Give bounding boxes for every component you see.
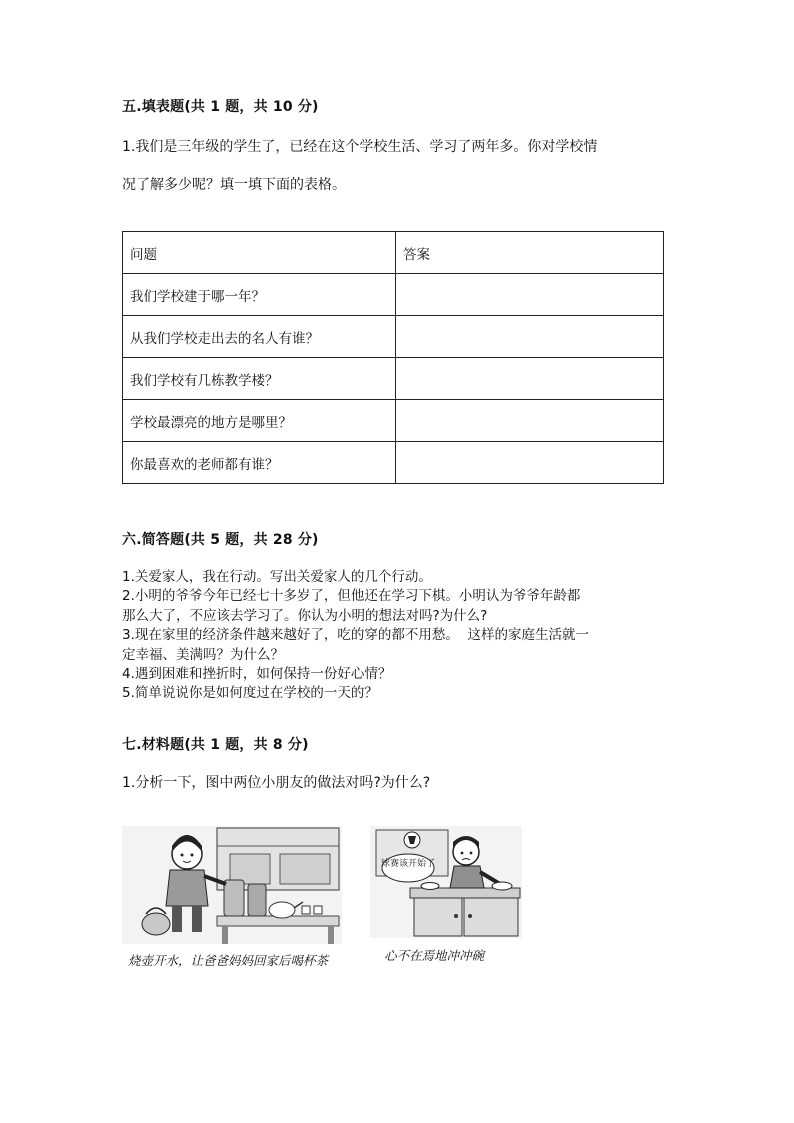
table-row-question: 我们学校建于哪一年？ xyxy=(123,274,396,316)
list-item: 定幸福、美满吗？为什么？ xyxy=(122,646,284,663)
table-row xyxy=(123,400,664,442)
section5-question-line1: 1.我们是三年级的学生了，已经在这个学校生活、学习了两年多。你对学校情 xyxy=(122,139,598,155)
table-row xyxy=(123,358,664,400)
table-header-answer: 答案 xyxy=(396,232,664,274)
section7-heading: 七.材料题(共 1 题，共 8 分) xyxy=(122,737,309,753)
girl-making-tea-illustration xyxy=(122,826,342,944)
table-row-answer-cell[interactable] xyxy=(396,316,664,358)
table-row-answer-cell[interactable] xyxy=(396,442,664,484)
section5-heading: 五.填表题(共 1 题，共 10 分) xyxy=(122,99,319,115)
section6-heading: 六.简答题(共 5 题，共 28 分) xyxy=(122,532,319,548)
table-row-answer-cell[interactable] xyxy=(396,274,664,316)
section5-question-line2: 况了解多少呢？填一填下面的表格。 xyxy=(122,177,346,193)
list-item: 4.遇到困难和挫折时，如何保持一份好心情？ xyxy=(122,666,392,683)
table-row-question: 我们学校有几栋教学楼？ xyxy=(123,358,396,400)
table-row-answer-cell[interactable] xyxy=(396,400,664,442)
list-item: 1.关爱家人，我在行动。写出关爱家人的几个行动。 xyxy=(122,569,432,585)
section6-question-list xyxy=(122,568,682,704)
table-header-question: 问题 xyxy=(123,232,396,274)
boy-washing-dishes-illustration xyxy=(370,826,522,938)
table-row-question: 你最喜欢的老师都有谁？ xyxy=(123,442,396,484)
list-item: 3.现在家里的经济条件越来越好了，吃的穿的都不用愁。 这样的家庭生活就一 xyxy=(122,627,589,644)
table-row xyxy=(123,316,664,358)
table-row-answer-cell[interactable] xyxy=(396,358,664,400)
table-row xyxy=(123,274,664,316)
picture2-bubble-text: 球赛该开始了 xyxy=(380,859,436,869)
table-header-row xyxy=(123,232,664,274)
list-item: 那么大了，不应该去学习了。你认为小明的想法对吗?为什么? xyxy=(122,607,488,624)
list-item: 5.简单说说你是如何度过在学校的一天的？ xyxy=(122,685,378,702)
school-info-table xyxy=(122,231,664,484)
section7-question: 1.分析一下，图中两位小朋友的做法对吗?为什么? xyxy=(122,775,431,791)
table-row xyxy=(123,442,664,484)
table-row-question: 学校最漂亮的地方是哪里？ xyxy=(123,400,396,442)
table-row-question: 从我们学校走出去的名人有谁？ xyxy=(123,316,396,358)
picture1-caption: 烧壶开水，让爸爸妈妈回家后喝杯茶 xyxy=(128,953,329,968)
list-item: 2.小明的爷爷今年已经七十多岁了，但他还在学习下棋。小明认为爷爷年龄都 xyxy=(122,588,581,605)
picture2-caption: 心不在焉地冲冲碗 xyxy=(384,948,485,963)
